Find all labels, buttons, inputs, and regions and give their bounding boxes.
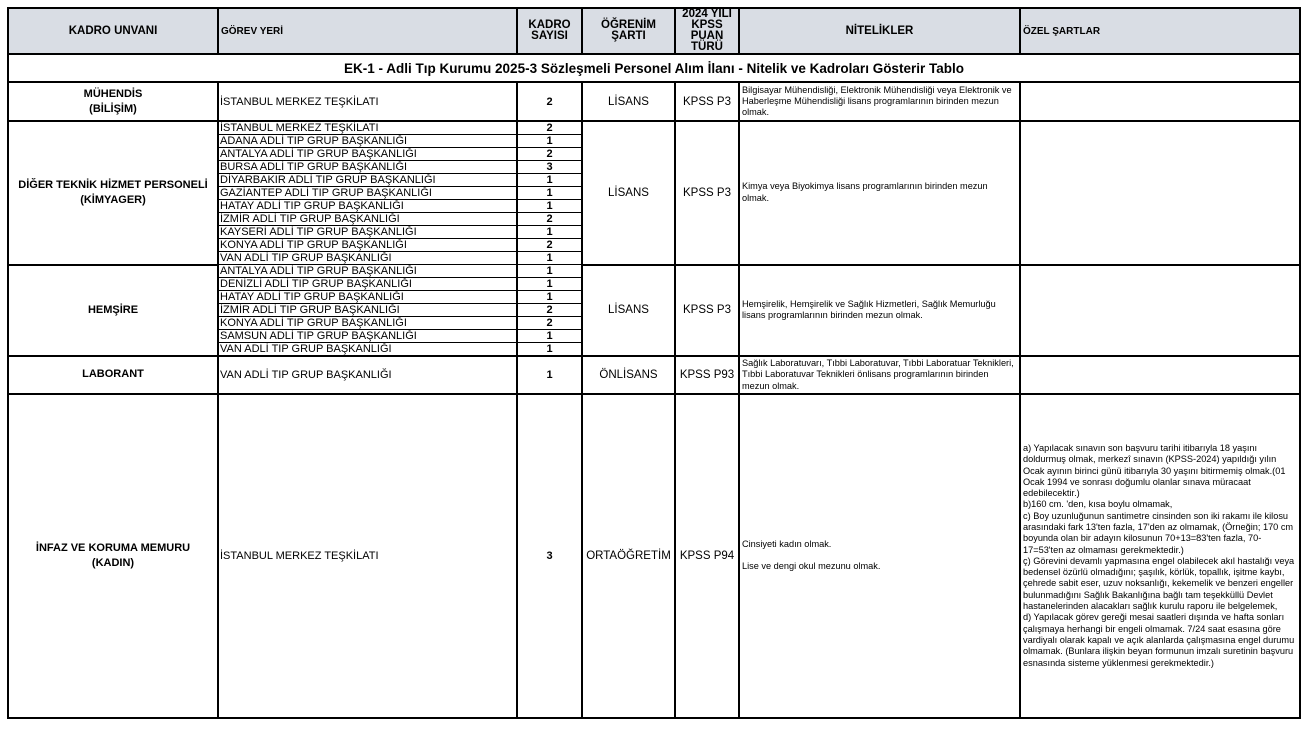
personnel-table-sheet	[7, 7, 1299, 719]
ozel-sart-c: c) Boy uzunluğunun santimetre cinsinden son iki rakamı ile kilosu arasındaki fark 13'ten fazla, 17'den az olmamak, (Örneğin; 170 cm boyunda olan bir adayın kilosunun 70+13=83'ten fazla, 70- 17=53'ten az olmaması gerekmektedir.)	[1023, 510, 1294, 555]
header-kpss-puan-turu	[675, 8, 739, 54]
kadro-sayisi-cell: 1	[517, 265, 582, 278]
ozel-sart-cc: ç) Görevini devamlı yapmasına engel olabilecek akıl hastalığı veya bedensel özürlü olmadığını; şaşılık, körlük, topallık, işitme kaybı, çehrede sabit eser, uzuv noksanlığı, kekemelik ve benzeri engeller bulunmadığını Sağlık Bakanlığına bağlı tam teşekküllü Devlet hastanelerinden alacakları sağlık kurulu raporu ile belgelemek,	[1023, 555, 1295, 612]
header-nitelikler: NİTELİKLER	[739, 8, 1020, 54]
ozel-sartlar-cell	[1020, 121, 1300, 265]
kadro-sayisi-cell: 1	[517, 252, 582, 265]
ogrenim-sarti-cell: ORTAÖĞRETİM	[582, 394, 675, 718]
ozel-sartlar-cell	[1020, 265, 1300, 357]
nitelikler-cell	[739, 394, 1020, 718]
table-row-hemsire	[8, 265, 1300, 278]
gorev-yeri-cell: KONYA ADLİ TIP GRUP BAŞKANLIĞI	[218, 317, 517, 330]
kpss-puan-turu-cell: KPSS P3	[675, 265, 739, 357]
unvan-line1: İNFAZ VE KORUMA MEMURU	[35, 541, 191, 554]
personnel-table	[7, 7, 1301, 719]
gorev-yeri-cell: İZMİR ADLİ TIP GRUP BAŞKANLIĞI	[218, 304, 517, 317]
header-ogrenim-sarti: ÖĞRENİM ŞARTI	[582, 8, 675, 54]
header-kpss-line1: 2024 YILI	[682, 8, 732, 20]
kadro-sayisi-cell: 2	[517, 239, 582, 252]
ogrenim-sarti-cell: ÖNLİSANS	[582, 356, 675, 394]
gorev-yeri-cell: DİYARBAKIR ADLİ TIP GRUP BAŞKANLIĞI	[218, 174, 517, 187]
nitelik-education: Lise ve dengi okul mezunu olmak.	[742, 561, 881, 572]
kadro-sayisi-cell: 2	[517, 82, 582, 121]
gorev-yeri-cell: VAN ADLİ TIP GRUP BAŞKANLIĞI	[218, 252, 517, 265]
kadro-sayisi-cell: 3	[517, 394, 582, 718]
unvan-line2: (KADIN)	[91, 556, 135, 569]
nitelikler-cell: Kimya veya Biyokimya lisans programlarının birinden mezun olmak.	[739, 121, 1020, 265]
kadro-sayisi-cell: 1	[517, 356, 582, 394]
gorev-yeri-cell: BURSA ADLİ TIP GRUP BAŞKANLIĞI	[218, 161, 517, 174]
nitelikler-cell: Sağlık Laboratuvarı, Tıbbi Laboratuvar, Tıbbi Laboratuar Teknikleri, Tıbbi Laboratuvar Teknikleri önlisans programlarının birinden mezun olmak.	[739, 356, 1020, 394]
header-kadro-sayisi	[517, 8, 582, 54]
header-kadro-unvani: KADRO UNVANI	[8, 8, 218, 54]
gorev-yeri-cell: VAN ADLİ TIP GRUP BAŞKANLIĞI	[218, 356, 517, 394]
kpss-puan-turu-cell: KPSS P94	[675, 394, 739, 718]
header-gorev-yeri: GÖREV YERİ	[218, 8, 517, 54]
nitelik-gender: Cinsiyeti kadın olmak.	[742, 539, 832, 550]
ozel-sartlar-cell	[1020, 82, 1300, 121]
header-kadro-sayisi-line1: KADRO	[528, 19, 571, 31]
gorev-yeri-cell: GAZİANTEP ADLİ TIP GRUP BAŞKANLIĞI	[218, 187, 517, 200]
unvan-line2: (KİMYAGER)	[80, 193, 146, 206]
gorev-yeri-cell: İSTANBUL MERKEZ TEŞKİLATI	[218, 394, 517, 718]
title-row	[8, 54, 1300, 82]
gorev-yeri-cell: İSTANBUL MERKEZ TEŞKİLATI	[218, 82, 517, 121]
header-row	[8, 8, 1300, 54]
ozel-sart-a: a) Yapılacak sınavın son başvuru tarihi itibarıyla 18 yaşını doldurmuş olmak, merkezî sınavın (KPSS-2024) yapıldığı yılın Ocak ayının birinci günü itibarıyla 30 yaşını bitirmemiş olmak.(01 Ocak 1994 ve sonrası doğumlu olanlar sınava müracaat edebilecektir.)	[1023, 442, 1286, 499]
unvan-line1: DİĞER TEKNİK HİZMET PERSONELİ	[18, 178, 208, 191]
kadro-unvani-cell: LABORANT	[8, 356, 218, 394]
kpss-puan-turu-cell: KPSS P3	[675, 82, 739, 121]
header-kpss-line3: TÜRÜ	[691, 41, 723, 53]
table-row-laborant	[8, 356, 1300, 394]
gorev-yeri-cell: ADANA ADLİ TIP GRUP BAŞKANLIĞI	[218, 135, 517, 148]
table-title: EK-1 - Adli Tıp Kurumu 2025-3 Sözleşmeli Personel Alım İlanı - Nitelik ve Kadroları Gösterir Tablo	[8, 54, 1300, 82]
ozel-sartlar-cell	[1020, 394, 1300, 718]
kadro-sayisi-cell: 1	[517, 278, 582, 291]
gorev-yeri-cell: HATAY ADLİ TIP GRUP BAŞKANLIĞI	[218, 200, 517, 213]
gorev-yeri-cell: İSTANBUL MERKEZ TEŞKİLATI	[218, 121, 517, 135]
kadro-sayisi-cell: 1	[517, 343, 582, 357]
nitelikler-cell: Bilgisayar Mühendisliği, Elektronik Mühendisliği veya Elektronik ve Haberleşme Mühendisliği lisans programlarının birinden mezun olmak.	[739, 82, 1020, 121]
gorev-yeri-cell: ANTALYA ADLİ TIP GRUP BAŞKANLIĞI	[218, 265, 517, 278]
kadro-sayisi-cell: 1	[517, 200, 582, 213]
ozel-sart-d: d) Yapılacak görev gereği mesai saatleri dışında ve hafta sonları çalışmaya herhangi bir engeli olmamak. 7/24 saat esasına göre vardiyalı olarak kapalı ve açık alanlarda çalışmasına engel durumu olmamak. (Bunlara ilişkin beyan formunun imzalı suretinin başvuru esnasında sisteme yüklenmesi gerekmektedir.)	[1023, 612, 1295, 668]
kpss-puan-turu-cell: KPSS P93	[675, 356, 739, 394]
kadro-sayisi-cell: 2	[517, 148, 582, 161]
kadro-unvani-cell: HEMŞİRE	[8, 265, 218, 357]
gorev-yeri-cell: İZMİR ADLİ TIP GRUP BAŞKANLIĞI	[218, 213, 517, 226]
ogrenim-sarti-cell: LİSANS	[582, 121, 675, 265]
table-row-infaz-koruma	[8, 394, 1300, 718]
gorev-yeri-cell: KONYA ADLİ TIP GRUP BAŞKANLIĞI	[218, 239, 517, 252]
header-kadro-sayisi-line2: SAYISI	[531, 30, 568, 42]
kadro-sayisi-cell: 1	[517, 174, 582, 187]
table-row-kimyager	[8, 121, 1300, 135]
gorev-yeri-cell: VAN ADLİ TIP GRUP BAŞKANLIĞI	[218, 343, 517, 357]
nitelikler-cell: Hemşirelik, Hemşirelik ve Sağlık Hizmetleri, Sağlık Memurluğu lisans programlarının birinden mezun olmak.	[739, 265, 1020, 357]
kadro-unvani-cell	[8, 121, 218, 265]
header-ozel-sartlar: ÖZEL ŞARTLAR	[1020, 8, 1300, 54]
unvan-line2: (BİLİŞİM)	[89, 102, 137, 115]
kadro-sayisi-cell: 1	[517, 135, 582, 148]
table-row-muhendis	[8, 82, 1300, 121]
ozel-sartlar-cell	[1020, 356, 1300, 394]
kadro-unvani-cell	[8, 394, 218, 718]
gorev-yeri-cell: SAMSUN ADLİ TIP GRUP BAŞKANLIĞI	[218, 330, 517, 343]
kadro-sayisi-cell: 2	[517, 121, 582, 135]
gorev-yeri-cell: ANTALYA ADLİ TIP GRUP BAŞKANLIĞI	[218, 148, 517, 161]
kadro-sayisi-cell: 2	[517, 317, 582, 330]
kadro-sayisi-cell: 1	[517, 291, 582, 304]
kadro-sayisi-cell: 2	[517, 304, 582, 317]
ogrenim-sarti-cell: LİSANS	[582, 82, 675, 121]
kpss-puan-turu-cell: KPSS P3	[675, 121, 739, 265]
ogrenim-sarti-cell: LİSANS	[582, 265, 675, 357]
kadro-sayisi-cell: 1	[517, 330, 582, 343]
gorev-yeri-cell: DENİZLİ ADLİ TIP GRUP BAŞKANLIĞI	[218, 278, 517, 291]
ozel-sart-b: b)160 cm. 'den, kısa boylu olmamak,	[1023, 499, 1173, 510]
header-kpss-line2: KPSS PUAN	[690, 19, 724, 42]
unvan-line1: MÜHENDİS	[83, 87, 143, 100]
kadro-sayisi-cell: 2	[517, 213, 582, 226]
kadro-unvani-cell	[8, 82, 218, 121]
kadro-sayisi-cell: 1	[517, 226, 582, 239]
gorev-yeri-cell: HATAY ADLİ TIP GRUP BAŞKANLIĞI	[218, 291, 517, 304]
gorev-yeri-cell: KAYSERİ ADLİ TIP GRUP BAŞKANLIĞI	[218, 226, 517, 239]
kadro-sayisi-cell: 3	[517, 161, 582, 174]
kadro-sayisi-cell: 1	[517, 187, 582, 200]
